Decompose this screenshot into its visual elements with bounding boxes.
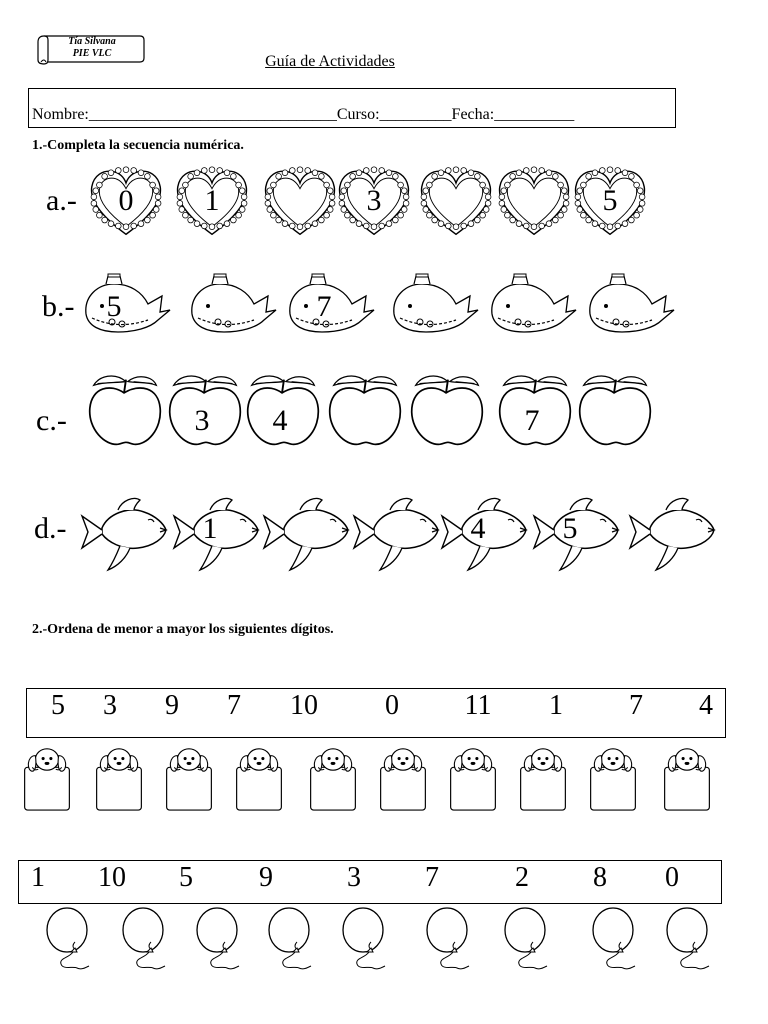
balloon-icon <box>586 906 642 972</box>
sequence-2-number: 10 <box>98 862 126 893</box>
row-label-a: a.- <box>46 184 77 217</box>
apple-icon <box>574 372 656 448</box>
apple-icon <box>84 372 166 448</box>
sequence-1-number: 3 <box>103 690 117 721</box>
fish-icon <box>626 492 718 576</box>
heart-number: 1 <box>204 184 220 217</box>
fish-number: 4 <box>470 512 486 545</box>
sequence-2-number: 2 <box>515 862 529 893</box>
sequence-1-number: 4 <box>699 690 713 721</box>
balloon-icon <box>116 906 172 972</box>
whale-icon <box>582 270 678 336</box>
page-title: Guía de Actividades <box>265 53 395 70</box>
dog-card-icon <box>306 742 360 812</box>
row-label-b: b.- <box>42 290 75 323</box>
program-name: PIE VLC <box>72 48 112 59</box>
apple-number: 7 <box>524 404 540 437</box>
sequence-1-number: 9 <box>165 690 179 721</box>
fish-number: 5 <box>562 512 578 545</box>
sequence-2-number: 3 <box>347 862 361 893</box>
fish-icon <box>78 492 170 576</box>
balloon-icon <box>190 906 246 972</box>
whale-icon <box>484 270 580 336</box>
dog-card-icon <box>162 742 216 812</box>
row-label-c: c.- <box>36 404 67 437</box>
dog-card-icon <box>516 742 570 812</box>
balloon-icon <box>498 906 554 972</box>
balloon-icon <box>262 906 318 972</box>
dog-card-icon <box>660 742 714 812</box>
whale-icon <box>184 270 280 336</box>
sequence-2-number: 5 <box>179 862 193 893</box>
apple-icon <box>406 372 488 448</box>
sequence-1-number: 11 <box>464 690 492 721</box>
whale-icon <box>386 270 482 336</box>
heart-number: 3 <box>366 184 382 217</box>
fish-icon <box>260 492 352 576</box>
heart-icon <box>262 162 338 242</box>
dog-card-icon <box>446 742 500 812</box>
row-label-d: d.- <box>34 512 67 545</box>
balloon-icon <box>420 906 476 972</box>
heart-icon <box>418 162 494 242</box>
sequence-1-number: 7 <box>629 690 643 721</box>
heart-number: 5 <box>602 184 618 217</box>
apple-number: 3 <box>194 404 210 437</box>
dog-card-icon <box>92 742 146 812</box>
name-course-date-line: Nombre:_______________________________Curso:_________Fecha:__________ <box>32 106 575 123</box>
apple-number: 4 <box>272 404 288 437</box>
sequence-1-number: 7 <box>227 690 241 721</box>
fish-number: 1 <box>202 512 218 545</box>
sequence-1-number: 1 <box>549 690 563 721</box>
apple-icon <box>324 372 406 448</box>
sequence-2-number: 0 <box>665 862 679 893</box>
dog-card-icon <box>20 742 74 812</box>
dog-card-icon <box>586 742 640 812</box>
balloon-icon <box>40 906 96 972</box>
sequence-1-number: 5 <box>51 690 65 721</box>
heart-icon <box>496 162 572 242</box>
sequence-1-number: 10 <box>290 690 318 721</box>
dog-card-icon <box>232 742 286 812</box>
whale-number: 7 <box>316 290 332 323</box>
whale-number: 5 <box>106 290 122 323</box>
instruction-1: 1.-Completa la secuencia numérica. <box>32 138 244 153</box>
balloon-icon <box>336 906 392 972</box>
fish-icon <box>350 492 442 576</box>
sequence-2-number: 1 <box>31 862 45 893</box>
sequence-2-number: 8 <box>593 862 607 893</box>
sequence-1-number: 0 <box>385 690 399 721</box>
instruction-2: 2.-Ordena de menor a mayor los siguientes dígitos. <box>32 622 334 637</box>
balloon-icon <box>660 906 716 972</box>
dog-card-icon <box>376 742 430 812</box>
heart-number: 0 <box>118 184 134 217</box>
teacher-name: Tía Silvana <box>68 36 116 47</box>
sequence-2-number: 7 <box>425 862 439 893</box>
sequence-2-number: 9 <box>259 862 273 893</box>
